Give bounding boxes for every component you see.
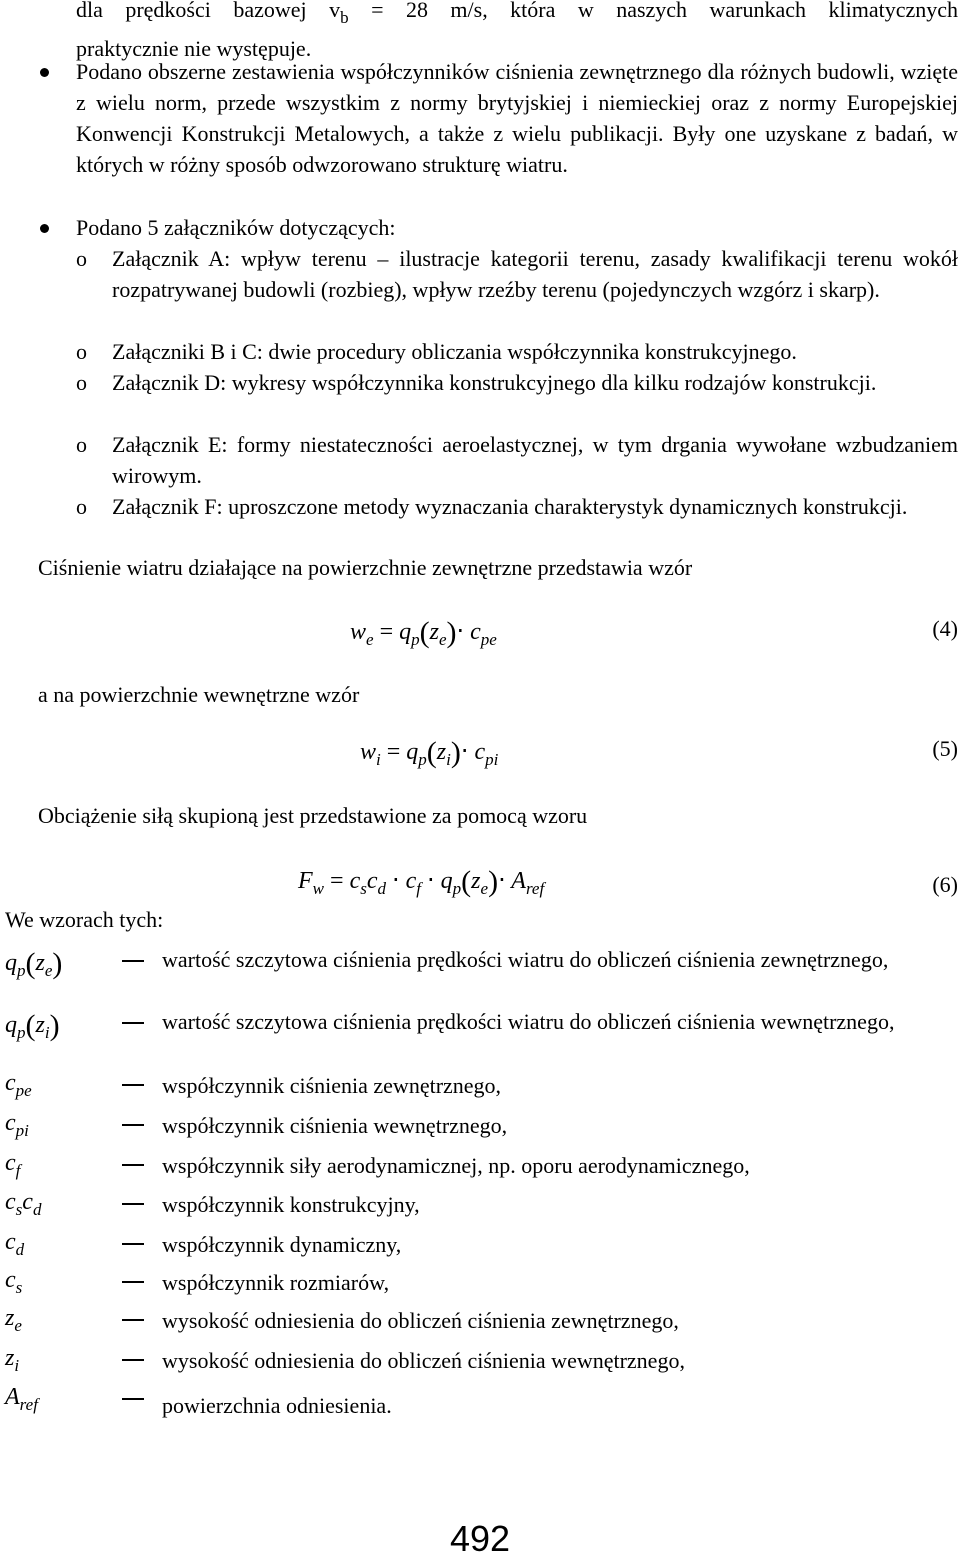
dash-icon	[122, 1084, 144, 1086]
dash-icon	[122, 1203, 144, 1205]
annex-bc: Załączniki B i C: dwie procedury obliczania współczynnika konstrukcyjnego.	[112, 339, 797, 364]
annex-d: Załącznik D: wykresy współczynnika konstrukcyjnego dla kilku rodzajów konstrukcji.	[112, 370, 877, 395]
annex-marker: o	[76, 339, 87, 364]
symbol-cs: $c_s$	[5, 1267, 23, 1297]
equation-5: $w_i = q_p(z_i)\cdot c_{pi}$	[360, 736, 499, 769]
symbol-cscd: $c_sc_d$	[5, 1189, 42, 1219]
intro-paragraph	[76, 0, 958, 64]
text-pressure-internal: a na powierzchnie wewnętrzne wzór	[38, 682, 360, 707]
symbol-zi: $z_i$	[5, 1345, 20, 1375]
annex-f: Załącznik F: uproszczone metody wyznaczania charakterystyk dynamicznych konstrukcji.	[112, 494, 908, 519]
page-number: 492	[449, 1518, 511, 1559]
symbol-cf: $c_f$	[5, 1150, 21, 1180]
annex-marker: o	[76, 370, 87, 395]
symbol-cpi: $c_{pi}$	[5, 1110, 29, 1140]
equation-6-number: (6)	[932, 872, 958, 897]
dash-icon	[122, 1359, 144, 1361]
definition-qp-zi: wartość szczytowa ciśnienia prędkości wiatru do obliczeń ciśnienia wewnętrznego,	[162, 1009, 895, 1034]
equation-6: $F_w = c_sc_d \cdot c_f \cdot q_p(z_e)\cdot A_{ref}$	[298, 865, 545, 898]
symbol-cpe: $c_{pe}$	[5, 1070, 32, 1100]
annex-marker: o	[76, 246, 87, 271]
definition-aref: powierzchnia odniesienia.	[162, 1393, 392, 1418]
bullet-paragraph-1: Podano obszerne zestawienia współczynników ciśnienia zewnętrznego dla różnych budowli, wzięte z wielu norm, przede wszystkim z normy brytyjskiej i niemieckiej oraz z normy Europejskiej Konwencji Konstrukcji Metalowych, a także z wielu publikacji. Były one uzyskane z badań, w których w różny sposób odwzorowano strukturę wiatru.	[76, 59, 958, 177]
definition-cf: współczynnik siły aerodynamicznej, np. oporu aerodynamicznego,	[162, 1153, 750, 1178]
equation-4: $w_e = q_p(z_e)\cdot c_{pe}$	[350, 616, 497, 649]
dash-icon	[122, 1319, 144, 1321]
dash-icon	[122, 1022, 144, 1024]
definition-cpi: współczynnik ciśnienia wewnętrznego,	[162, 1113, 508, 1138]
dash-icon	[122, 1124, 144, 1126]
definition-cpe: współczynnik ciśnienia zewnętrznego,	[162, 1073, 502, 1098]
intro-line-1: dla prędkości bazowej $v_b = 28$ m/s, która w naszych warunkach klimatycznych	[76, 0, 959, 27]
annex-marker: o	[76, 432, 87, 457]
dash-icon	[122, 1398, 144, 1400]
symbol-qp-zi: $q_p(z_i)$	[5, 1009, 60, 1042]
definition-ze: wysokość odniesienia do obliczeń ciśnienia zewnętrznego,	[162, 1308, 679, 1333]
symbol-aref: $A_{ref}$	[5, 1384, 38, 1414]
symbol-cd: $c_d$	[5, 1229, 25, 1259]
definition-cs: współczynnik rozmiarów,	[162, 1270, 390, 1295]
annex-marker: o	[76, 494, 87, 519]
definition-qp-ze: wartość szczytowa ciśnienia prędkości wiatru do obliczeń ciśnienia zewnętrznego,	[162, 947, 889, 972]
symbol-ze: $z_e$	[5, 1305, 22, 1335]
where-label: We wzorach tych:	[5, 907, 164, 932]
definition-cscd: współczynnik konstrukcyjny,	[162, 1192, 420, 1217]
bullet-icon	[38, 56, 54, 87]
text-force: Obciążenie siłą skupioną jest przedstawione za pomocą wzoru	[38, 803, 588, 828]
symbol-qp-ze: $q_p(z_e)$	[5, 947, 63, 980]
intro-line-2: praktycznie nie występuje.	[76, 36, 312, 61]
bullet-icon	[38, 212, 54, 243]
dash-icon	[122, 1164, 144, 1166]
equation-4-number: (4)	[932, 616, 958, 641]
bullet-paragraph-2: Podano 5 załączników dotyczących:	[76, 215, 396, 240]
dash-icon	[122, 960, 144, 962]
definition-cd: współczynnik dynamiczny,	[162, 1232, 402, 1257]
definition-zi: wysokość odniesienia do obliczeń ciśnienia wewnętrznego,	[162, 1348, 685, 1373]
equation-5-number: (5)	[932, 736, 958, 761]
dash-icon	[122, 1281, 144, 1283]
annex-a: Załącznik A: wpływ terenu – ilustracje kategorii terenu, zasady kwalifikacji terenu wokół rozpatrywanej budowli (rozbieg), wpływ rzeźby terenu (pojedynczych wzgórz i skarp).	[112, 246, 958, 302]
text-pressure-external: Ciśnienie wiatru działające na powierzchnie zewnętrzne przedstawia wzór	[38, 555, 693, 580]
dash-icon	[122, 1243, 144, 1245]
annex-e: Załącznik E: formy niestateczności aeroelastycznej, w tym drgania wywołane wzbudzaniem wirowym.	[112, 432, 958, 488]
